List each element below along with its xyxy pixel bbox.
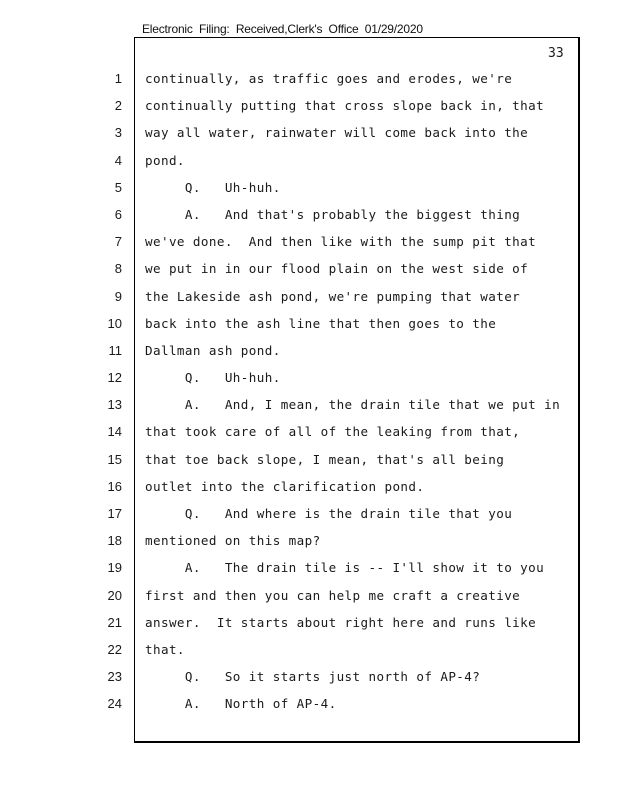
line-number: 4 [114,152,122,168]
line-number: 5 [114,179,122,195]
filing-stamp-header: Electronic Filing: Received,Clerk's Office 01/29/2020 [142,22,423,36]
line-number: 24 [107,696,122,712]
line-number: 21 [107,614,122,630]
transcript-body [145,70,560,723]
transcript-line: we put in in our flood plain on the west side of [145,261,529,277]
transcript-line: back into the ash line that then goes to the [145,315,497,331]
line-number: 11 [108,342,122,358]
transcript-line: Q. Uh-huh. [145,179,281,195]
transcript-line: answer. It starts about right here and runs like [145,614,537,630]
line-number: 13 [107,397,122,413]
line-number: 1 [114,71,122,86]
transcript-line: A. The drain tile is -- I'll show it to you [145,560,545,576]
transcript-line: A. And, I mean, the drain tile that we put in [145,397,561,413]
transcript-line: Dallman ash pond. [145,342,281,358]
line-number: 2 [114,98,122,114]
transcript-line: way all water, rainwater will come back into the [145,125,529,141]
line-number: 19 [107,560,122,576]
line-number: 10 [107,315,122,331]
line-number: 7 [114,234,122,250]
line-number: 22 [107,641,122,657]
transcript-line: continually putting that cross slope back in, that [145,98,545,114]
line-number: 15 [107,451,122,467]
transcript-line: Q. So it starts just north of AP-4? [145,669,481,685]
line-number: 16 [107,478,122,494]
line-number: 3 [114,125,122,141]
line-number: 17 [107,506,122,521]
line-number: 20 [107,587,122,603]
transcript-line: A. And that's probably the biggest thing [145,206,521,222]
line-number: 12 [107,370,122,386]
transcript-line: mentioned on this map? [145,533,321,549]
line-number: 9 [114,288,122,304]
transcript-line: first and then you can help me craft a creative [145,587,521,603]
line-number: 6 [114,206,122,222]
line-number: 18 [107,533,122,549]
transcript-line: that toe back slope, I mean, that's all being [145,451,505,467]
page-number: 33 [548,46,564,61]
transcript-line: Q. And where is the drain tile that you [145,506,513,521]
transcript-line: continually, as traffic goes and erodes, we're [145,71,513,86]
line-number: 23 [107,669,122,685]
line-number-column [100,70,122,723]
transcript-line: that took care of all of the leaking from that, [145,424,521,440]
transcript-line: pond. [145,152,185,168]
line-number: 8 [114,261,122,277]
transcript-line: we've done. And then like with the sump pit that [145,234,537,250]
transcript-line: A. North of AP-4. [145,696,337,712]
line-number: 14 [107,424,122,440]
transcript-line: the Lakeside ash pond, we're pumping that water [145,288,521,304]
transcript-line: outlet into the clarification pond. [145,478,425,494]
transcript-line: Q. Uh-huh. [145,370,281,386]
transcript-line: that. [145,641,185,657]
